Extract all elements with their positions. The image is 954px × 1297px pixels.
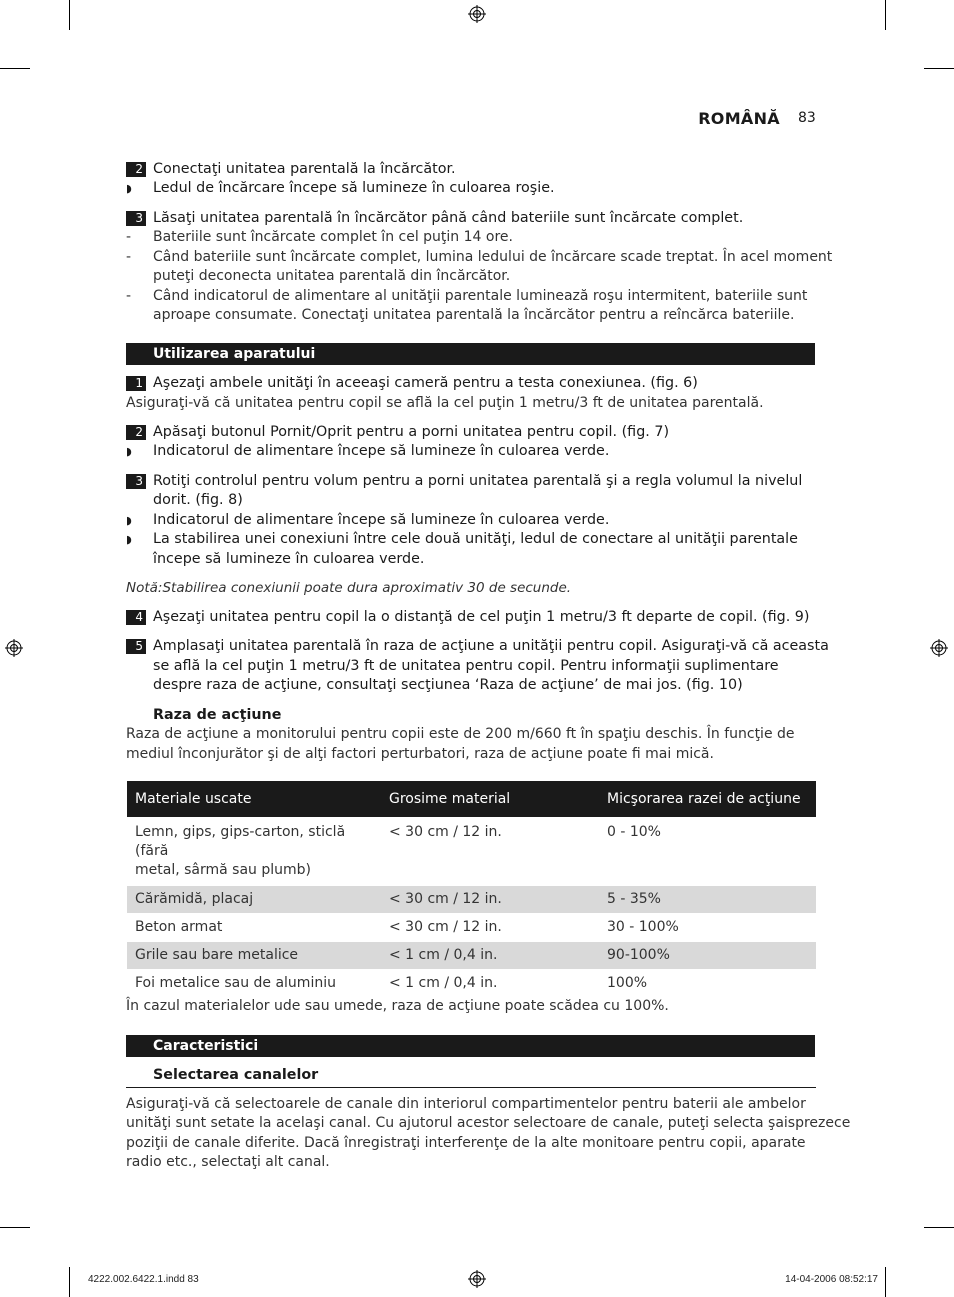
table-cell: 0 - 10% [607,824,661,840]
paragraph: Raza de acţiune a monitorului pentru copii este de 200 m/660 ft în spaţiu deschis. În funcţie de [126,726,795,742]
step-text: Aşezaţi ambele unităţi în aceeaşi cameră pentru a testa conexiunea. (fig. 6) [153,375,698,391]
note-text: aproape consumate. Conectaţi unitatea parentală la încărcător pentru a reîncărca bateriile. [153,307,795,323]
step-text: Apăsaţi butonul Pornit/Oprit pentru a porni unitatea pentru copil. (fig. 7) [153,424,670,440]
note-dash: - [126,249,132,265]
table-cell: 90-100% [599,942,816,969]
table-header-row [127,781,816,817]
table-cell: Grile sau bare metalice [127,942,381,969]
crop-mark [924,68,954,69]
step-note: Asiguraţi-vă că unitatea pentru copil se află la cel puţin 1 metru/3 ft de unitatea parentală. [126,395,764,411]
note-dash: - [126,229,132,245]
table-cell [127,817,381,886]
note-text: Când indicatorul de alimentare al unităţii parentale luminează roşu intermitent, bateriile sunt [153,288,808,304]
footer-filename: 4222.002.6422.1.indd 83 [88,1274,199,1285]
step-text: dorit. (fig. 8) [153,492,243,508]
column-header: Micşorarea razei de acţiune [599,781,816,817]
table-row [127,817,816,886]
result-text: La stabilirea unei conexiuni între cele două unităţi, ledul de conectare al unităţii parentale [153,531,798,547]
paragraph: În cazul materialelor ude sau umede, raza de acţiune poate scădea cu 100%. [126,998,669,1014]
paragraph: unităţi sunt setate la acelaşi canal. Cu ajutorul acestor selectoare de canale, puteţi selecta şaisprezece [126,1115,851,1131]
step-text: Rotiţi controlul pentru volum pentru a porni unitatea parentală şi a regla volumul la nivelul [153,473,803,489]
table-cell: < 30 cm / 12 in. [389,919,502,935]
step-number: 3 [126,211,146,226]
registration-mark-icon [468,5,486,23]
crop-mark [0,1227,30,1228]
step-number: 1 [126,376,146,391]
step-text: Aşezaţi unitatea pentru copil la o distanţă de cel puţin 1 metru/3 ft departe de copil. (fig. 9) [153,609,810,625]
step-text: se află la cel puţin 1 metru/3 ft de unitatea pentru copil. Pentru informaţii suplimentare [153,658,779,674]
note-text: Notă:Stabilirea conexiunii poate dura aproximativ 30 de secunde. [126,580,572,596]
result-bullet-icon: ◗ [126,533,132,546]
crop-mark [885,0,886,30]
subheading-rule [126,1087,816,1088]
note-text: puteţi deconecta unitatea parentală din încărcător. [153,268,511,284]
subheading: Selectarea canalelor [153,1067,319,1083]
crop-mark [924,1227,954,1228]
table-row [127,942,816,969]
step-text: Lăsaţi unitatea parentală în încărcător până când bateriile sunt încărcate complet. [153,210,744,226]
result-text: Ledul de încărcare începe să lumineze în culoarea roşie. [153,180,555,196]
column-header: Materiale uscate [127,781,381,817]
registration-mark-icon [468,1270,486,1288]
note-text: Când bateriile sunt încărcate complet, lumina ledului de încărcare scade treptat. În acel moment [153,249,833,265]
cell-line: Lemn, gips, gips-carton, sticlă (fără [135,824,346,859]
table-cell: Foi metalice sau de aluminiu [135,975,336,991]
registration-mark-icon [930,639,948,657]
result-text: începe să lumineze în culoarea verde. [153,551,425,567]
table-cell: < 30 cm / 12 in. [389,824,502,840]
section-title: Utilizarea aparatului [126,343,815,365]
step-text: despre raza de acţiune, consultaţi secţiunea ‘Raza de acţiune’ de mai jos. (fig. 10) [153,677,743,693]
crop-mark [0,68,30,69]
column-header: Grosime material [381,781,599,817]
section-title: Caracteristici [126,1035,815,1057]
table-cell: < 1 cm / 0,4 in. [389,975,498,991]
result-bullet-icon: ◗ [126,445,132,458]
paragraph: Asiguraţi-vă că selectoarele de canale din interiorul compartimentelor pentru baterii ale ambelor [126,1096,806,1112]
table-row [127,913,816,942]
paragraph: mediul înconjurător şi de alţi factori perturbatori, raza de acţiune poate fi mai mică. [126,746,714,762]
note-text: Bateriile sunt încărcate complet în cel puţin 14 ore. [153,229,513,245]
crop-mark [69,1267,70,1297]
table-cell: Cărămidă, placaj [127,886,381,913]
step-text: Amplasaţi unitatea parentală în raza de acţiune a unităţii pentru copil. Asiguraţi-vă că aceasta [153,638,829,654]
table-cell: < 1 cm / 0,4 in. [381,942,599,969]
table-cell: < 30 cm / 12 in. [381,886,599,913]
table-row [127,969,816,997]
step-number: 3 [126,474,146,489]
table-cell: Beton armat [135,919,223,935]
result-text: Indicatorul de alimentare începe să lumineze în culoarea verde. [153,443,610,459]
paragraph: poziţii de canale diferite. Dacă înregistraţi interferenţe de la alte monitoare pentru copii, aparate [126,1135,806,1151]
result-bullet-icon: ◗ [126,182,132,195]
language-header: ROMÂNĂ [698,109,780,128]
step-number: 4 [126,610,146,625]
step-number: 2 [126,162,146,177]
step-text: Conectaţi unitatea parentală la încărcător. [153,161,456,177]
registration-mark-icon [5,639,23,657]
range-table [127,781,816,997]
page-number: 83 [798,110,816,126]
step-number: 2 [126,425,146,440]
step-number: 5 [126,639,146,654]
crop-mark [69,0,70,30]
footer-datetime: 14-04-2006 08:52:17 [785,1274,878,1285]
table-row [127,886,816,913]
result-text: Indicatorul de alimentare începe să lumineze în culoarea verde. [153,512,610,528]
table-cell: 100% [607,975,648,991]
result-bullet-icon: ◗ [126,514,132,527]
note-dash: - [126,288,132,304]
crop-mark [885,1267,886,1297]
table-cell: 5 - 35% [599,886,816,913]
table-cell: 30 - 100% [607,919,679,935]
subheading: Raza de acţiune [153,707,282,723]
paragraph: radio etc., selectaţi alt canal. [126,1154,330,1170]
cell-line: metal, sârmă sau plumb) [135,862,311,878]
